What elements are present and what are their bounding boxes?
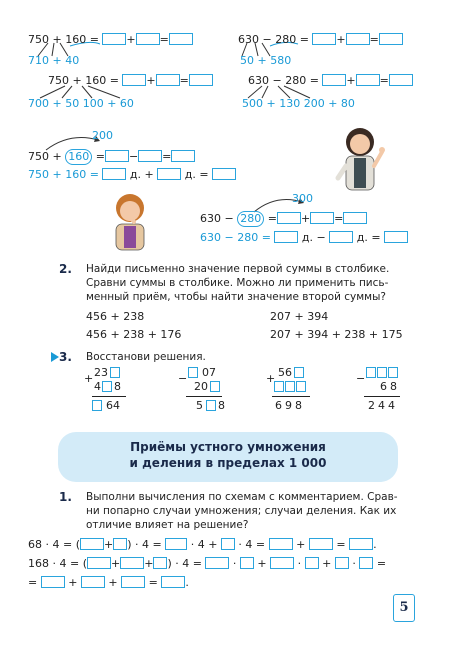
- answer-box[interactable]: [81, 576, 105, 588]
- digit-box[interactable]: [377, 367, 387, 378]
- digit-box[interactable]: [294, 367, 304, 378]
- answer-box[interactable]: [157, 168, 181, 180]
- answer-box[interactable]: [205, 557, 229, 569]
- expr-b4: 500 + 130 200 + 80: [242, 97, 355, 110]
- digit-box[interactable]: [388, 367, 398, 378]
- answer-box[interactable]: [122, 74, 146, 86]
- answer-box[interactable]: [221, 538, 235, 550]
- section-title-line1: Приёмы устного умножения: [130, 440, 326, 454]
- answer-box[interactable]: [169, 33, 193, 45]
- section-header: [58, 432, 398, 482]
- equals-sign: =: [369, 33, 379, 46]
- digit-box[interactable]: [296, 381, 306, 392]
- task-number: 3.: [59, 350, 72, 364]
- expr-b3: [248, 74, 413, 88]
- expr-c1: [28, 149, 195, 165]
- answer-box[interactable]: [41, 576, 65, 588]
- expr-text: 168 · 4 = (: [28, 557, 87, 570]
- digits: 5: [196, 399, 203, 412]
- answer-box[interactable]: [165, 538, 187, 550]
- task1-text-2: ни попарно случаи умножения; случаи деления. Как их: [86, 505, 397, 517]
- digits: 07: [202, 366, 216, 379]
- answer-box[interactable]: [309, 538, 333, 550]
- page-number: 5: [393, 594, 415, 622]
- answer-box[interactable]: [270, 557, 294, 569]
- plus-sign: +: [126, 33, 136, 46]
- unit-label: д.: [301, 231, 314, 244]
- girl-illustration: [330, 122, 392, 194]
- circled-number: 160: [65, 149, 92, 165]
- plus-sign: +: [146, 74, 156, 87]
- digits: 68: [380, 380, 400, 393]
- sum-2a: 456 + 238 + 176: [86, 328, 182, 341]
- hint-200: 200: [92, 129, 113, 142]
- minus-sign: −: [356, 372, 366, 385]
- expr-e1: [200, 211, 367, 227]
- expr-text: 68 · 4 = (: [28, 538, 80, 551]
- answer-box[interactable]: [102, 168, 126, 180]
- minus-sign: −: [128, 150, 139, 163]
- answer-box[interactable]: [113, 538, 127, 550]
- plus-sign: +: [346, 74, 356, 87]
- answer-box[interactable]: [379, 33, 403, 45]
- answer-box[interactable]: [346, 33, 370, 45]
- unit-label: д.: [356, 231, 368, 244]
- answer-box[interactable]: [335, 557, 349, 569]
- equals-sign: =: [334, 212, 344, 225]
- expr-text: 750 + 160 =: [28, 33, 99, 46]
- plus-sign: +: [84, 372, 94, 385]
- plus-sign: +: [336, 33, 346, 46]
- expr-text: 750 + 160 =: [48, 74, 119, 87]
- unit-label: д.: [184, 168, 196, 181]
- answer-box[interactable]: [136, 33, 160, 45]
- answer-box[interactable]: [156, 74, 180, 86]
- task2-text-1: Найди письменно значение первой суммы в столбике.: [86, 263, 390, 275]
- plus-sign: +: [266, 372, 276, 385]
- plus-sign: +: [300, 212, 311, 225]
- task-number: 2.: [59, 262, 72, 276]
- answer-box[interactable]: [305, 557, 319, 569]
- boy-illustration: [104, 188, 160, 252]
- answer-box[interactable]: [343, 212, 367, 224]
- expr-mult-1: 68 · 4 = ( + ) · 4 = · 4 + · 4 = + = .: [28, 538, 377, 551]
- digits: 8: [218, 399, 225, 412]
- digit-box[interactable]: [102, 381, 112, 392]
- digit-box[interactable]: [285, 381, 295, 392]
- task1-text-3: отличие влияет на решение?: [86, 519, 249, 531]
- column-3: [266, 366, 316, 416]
- digit-box[interactable]: [274, 381, 284, 392]
- equals-sign: =: [95, 150, 105, 163]
- answer-box[interactable]: [138, 150, 162, 162]
- digits: 23: [94, 366, 108, 379]
- section-title-line2: и деления в пределах 1 000: [129, 456, 327, 470]
- digit-box[interactable]: [366, 367, 376, 378]
- digits: 244: [368, 399, 398, 412]
- digit-box[interactable]: [92, 400, 102, 411]
- expr-c2: 750 + 160 = д. + д. =: [28, 168, 236, 182]
- answer-box[interactable]: [105, 150, 129, 162]
- equals-sign: =: [379, 74, 389, 87]
- digit-box[interactable]: [206, 400, 216, 411]
- expr-mult-2: 168 · 4 = ( + + ) · 4 = · + · + · =: [28, 557, 387, 570]
- digit-box[interactable]: [110, 367, 120, 378]
- answer-box[interactable]: [356, 74, 380, 86]
- digits: 64: [106, 399, 120, 412]
- answer-box[interactable]: [153, 557, 167, 569]
- answer-box[interactable]: [269, 538, 293, 550]
- expr-b2: 50 + 580: [240, 54, 292, 67]
- digits: 698: [275, 399, 305, 412]
- answer-box[interactable]: [312, 33, 336, 45]
- minus-sign: −: [178, 372, 188, 385]
- equals-sign: =: [162, 150, 172, 163]
- sum-2b: 207 + 394 + 238 + 175: [270, 328, 403, 341]
- digit-box[interactable]: [210, 381, 220, 392]
- column-2: [178, 366, 228, 416]
- answer-box[interactable]: [384, 231, 408, 243]
- equals-sign: =: [179, 74, 189, 87]
- answer-box[interactable]: [240, 557, 254, 569]
- digits: 56: [278, 366, 292, 379]
- hint-300: 300: [292, 192, 313, 205]
- digits: 8: [114, 380, 121, 393]
- answer-box[interactable]: [121, 576, 145, 588]
- answer-box[interactable]: [120, 557, 144, 569]
- expr-text: 630 − 280 =: [238, 33, 309, 46]
- task2-text-2: Сравни суммы в столбике. Можно ли применить пись-: [86, 277, 389, 289]
- answer-box[interactable]: [329, 231, 353, 243]
- task3-text: Восстанови решения.: [86, 351, 206, 363]
- sum-1a: 456 + 238: [86, 310, 145, 323]
- expr-text: 630 −: [200, 212, 234, 225]
- task-number: 1.: [59, 490, 72, 504]
- expr-text: 750 +: [28, 150, 62, 163]
- answer-box[interactable]: [102, 33, 126, 45]
- answer-box[interactable]: [274, 231, 298, 243]
- digits: 20: [194, 380, 208, 393]
- expr-b1: [238, 33, 403, 47]
- digit-box[interactable]: [188, 367, 198, 378]
- equals-sign: =: [28, 576, 38, 589]
- answer-box[interactable]: [389, 74, 413, 86]
- answer-box[interactable]: [322, 74, 346, 86]
- answer-box[interactable]: [161, 576, 185, 588]
- expr-text: 750 + 160 =: [28, 168, 99, 181]
- answer-box[interactable]: [359, 557, 373, 569]
- answer-box[interactable]: [87, 557, 111, 569]
- answer-box[interactable]: [277, 212, 301, 224]
- equals-sign: =: [267, 212, 277, 225]
- expr-e2: 630 − 280 = д. − д. =: [200, 231, 408, 245]
- expr-a1: [28, 33, 193, 47]
- expr-mult-3: = + + = .: [28, 576, 189, 589]
- expr-text: 630 − 280 =: [248, 74, 319, 87]
- task1-text-1: Выполни вычисления по схемам с комментарием. Срав-: [86, 491, 398, 503]
- circled-number: 280: [237, 211, 264, 227]
- expr-text: 630 − 280 =: [200, 231, 271, 244]
- answer-box[interactable]: [189, 74, 213, 86]
- answer-box[interactable]: [212, 168, 236, 180]
- answer-box[interactable]: [310, 212, 334, 224]
- task2-text-3: менный приём, чтобы найти значение второй суммы?: [86, 291, 386, 303]
- answer-box[interactable]: [80, 538, 104, 550]
- expr-a3: [48, 74, 213, 88]
- expr-a2: 710 + 40: [28, 54, 80, 67]
- equals-sign: =: [159, 33, 169, 46]
- column-1: [84, 366, 134, 416]
- answer-box[interactable]: [171, 150, 195, 162]
- answer-box[interactable]: [349, 538, 373, 550]
- unit-label: д.: [129, 168, 142, 181]
- column-4: [356, 366, 406, 416]
- sum-1b: 207 + 394: [270, 310, 329, 323]
- digits: 4: [94, 380, 101, 393]
- expr-a4: 700 + 50 100 + 60: [28, 97, 134, 110]
